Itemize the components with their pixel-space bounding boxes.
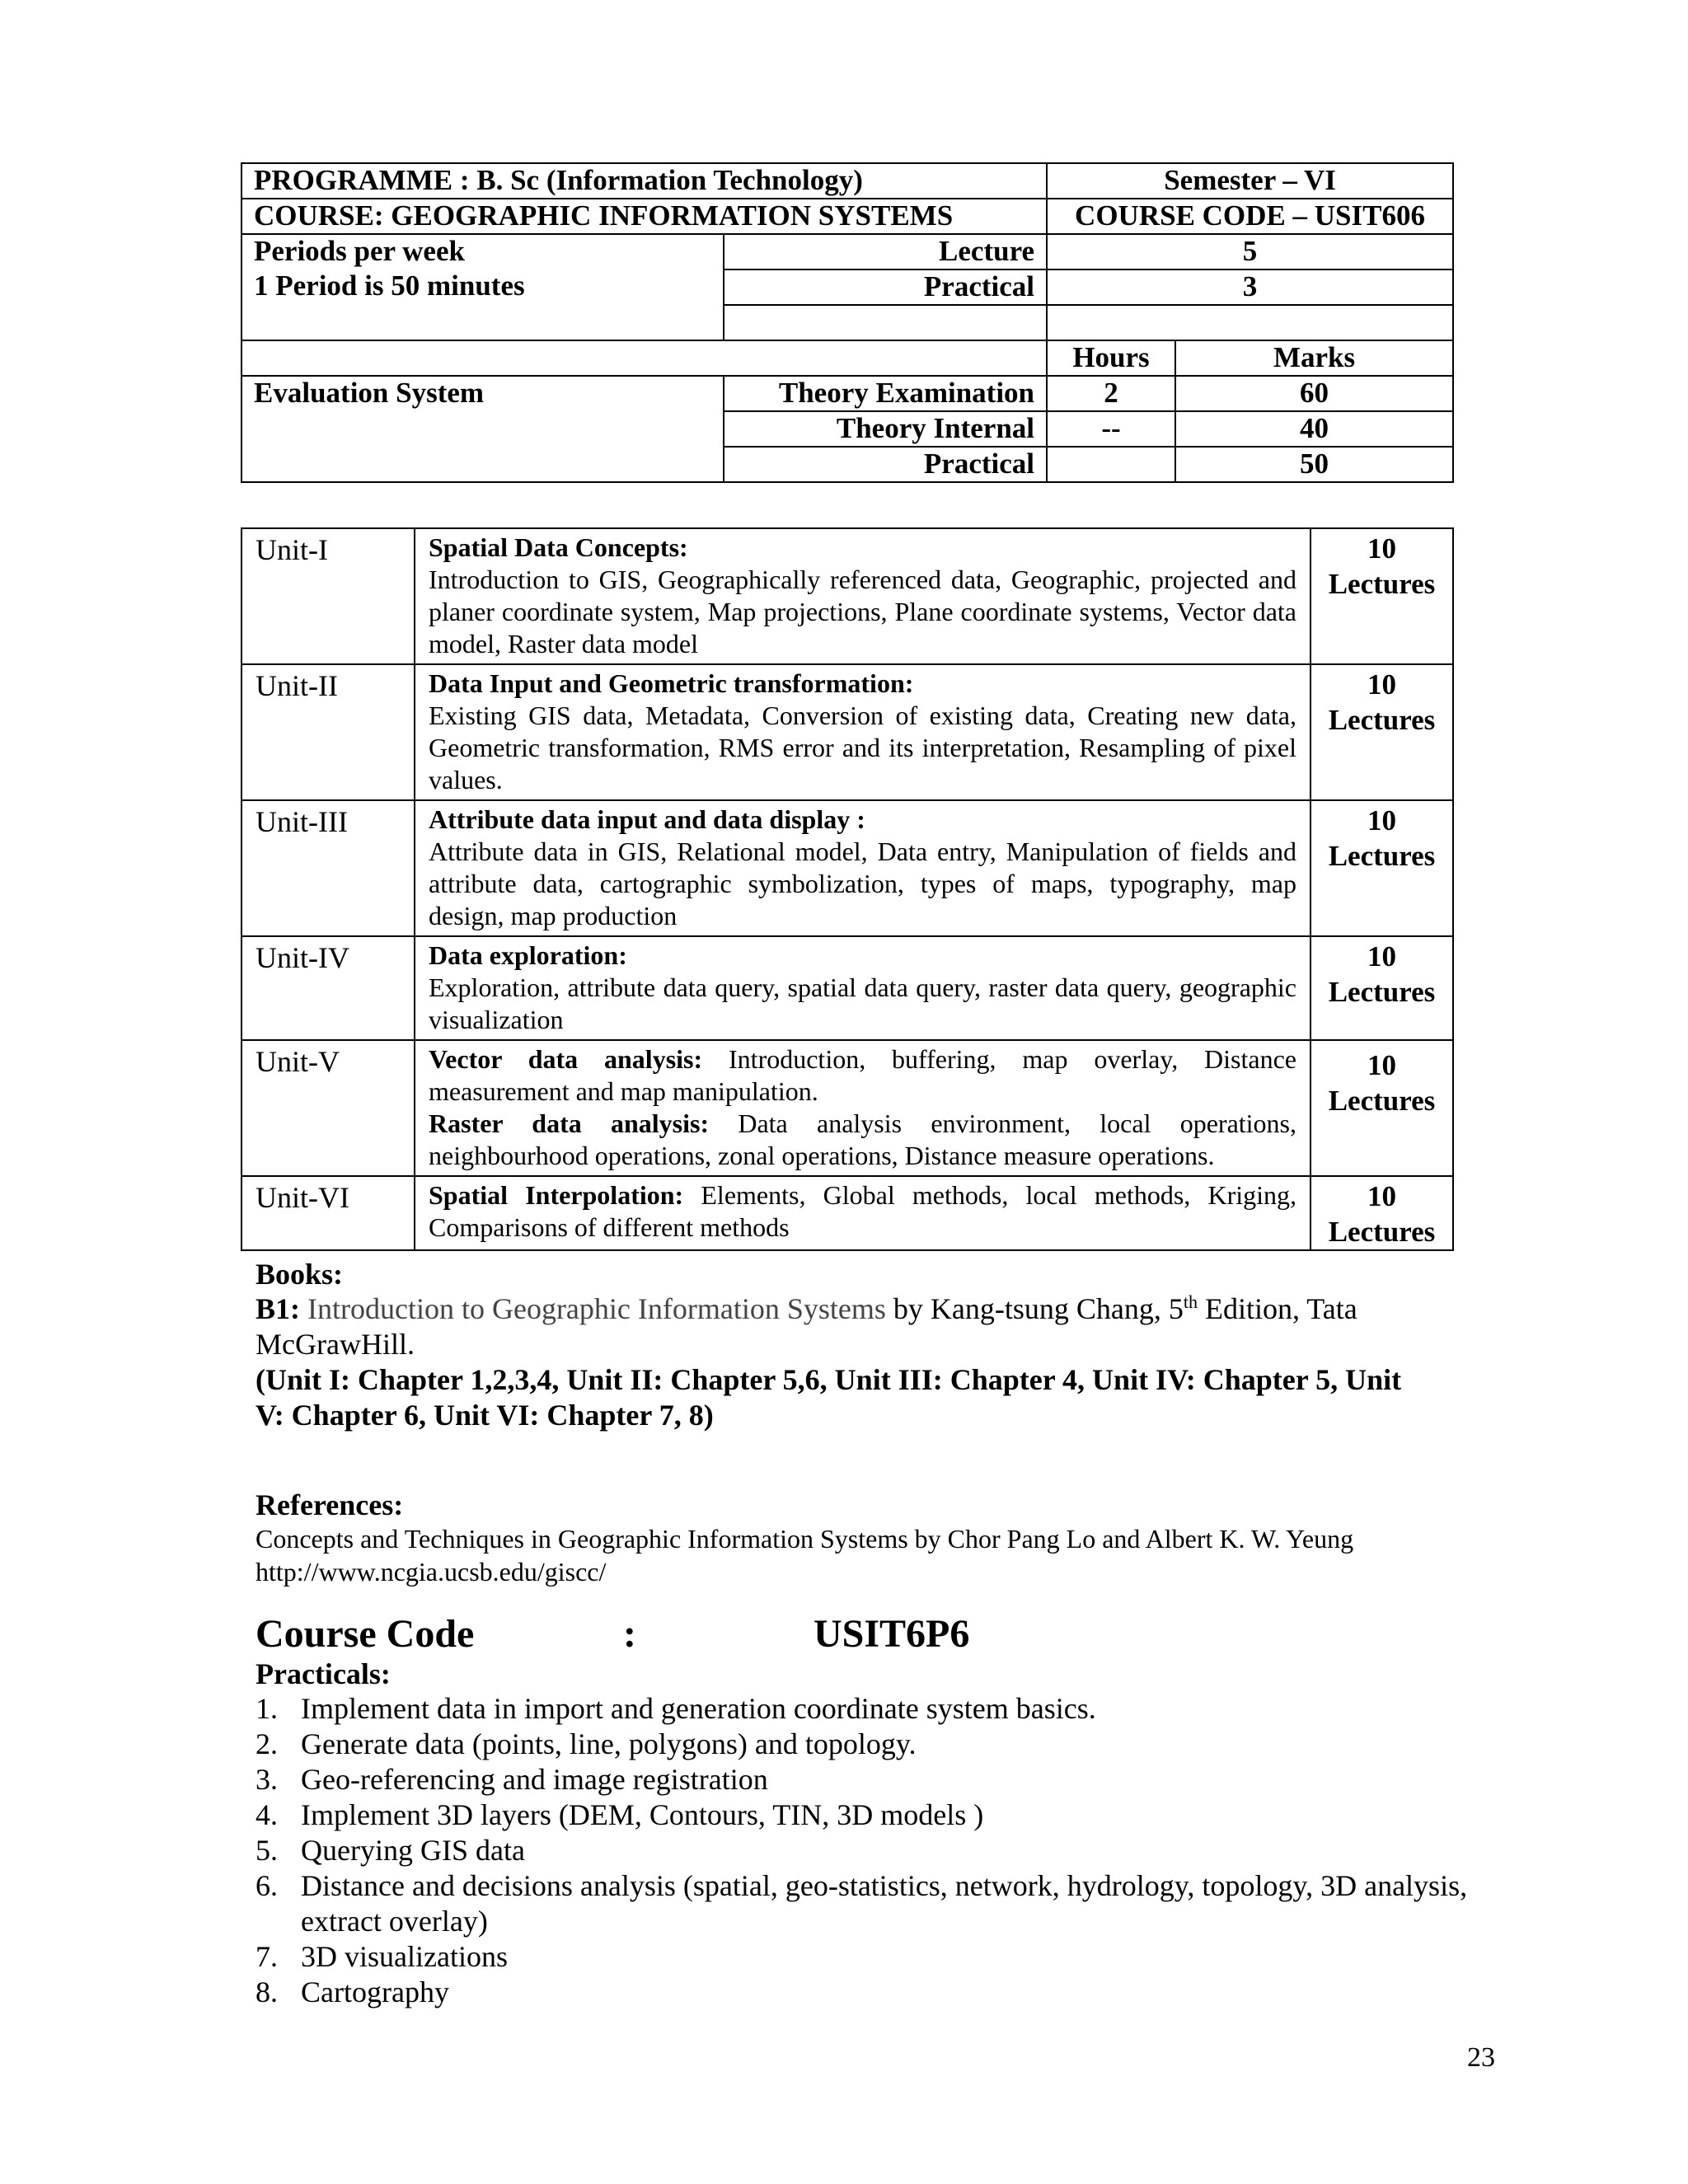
unit-paragraph (429, 1179, 1296, 1244)
reference-url: http://www.ncgia.ucsb.edu/giscc/ (256, 1557, 607, 1586)
unit-name: Unit-VI (241, 1176, 415, 1250)
list-item (256, 1797, 1475, 1833)
unit-row (241, 1040, 1453, 1176)
period-length-cell: 1 Period is 50 minutes (241, 269, 724, 305)
list-item (256, 1975, 1475, 2010)
theory-internal-marks: 40 (1175, 411, 1453, 447)
book-b1-author: by Kang-tsung Chang, 5 (893, 1292, 1184, 1325)
item-text: 3D visualizations (301, 1940, 508, 1973)
empty-cell-b (724, 305, 1047, 340)
empty-row (241, 305, 1453, 340)
lectures-count: 10 (1367, 804, 1396, 837)
eval-header-row (241, 340, 1453, 376)
item-number: 6. (256, 1869, 278, 1902)
lectures-label: Lectures (1328, 568, 1436, 600)
units-table (241, 527, 1454, 1251)
marks-header: Marks (1175, 340, 1453, 376)
item-text: Geo-referencing and image registration (301, 1763, 768, 1796)
references-heading: References: (256, 1488, 404, 1521)
list-item (256, 1691, 1475, 1727)
course-row (241, 199, 1453, 234)
item-text: Implement data in import and generation coordinate system basics. (301, 1692, 1096, 1725)
item-text: Implement 3D layers (DEM, Contours, TIN, 3D models ) (301, 1798, 984, 1831)
book-b1-label: B1: (256, 1292, 300, 1325)
unit-name: Unit-I (241, 528, 415, 664)
unit-description (415, 664, 1311, 800)
unit-title: Spatial Data Concepts: (429, 532, 688, 562)
unit-lectures (1311, 936, 1453, 1040)
lectures-label: Lectures (1328, 976, 1436, 1008)
unit-name: Unit-II (241, 664, 415, 800)
practical-eval-label: Practical (724, 447, 1047, 482)
item-text: Distance and decisions analysis (spatial, geo-statistics, network, hydrology, topology, 3D analysis, extract overlay) (301, 1869, 1468, 1938)
practical-eval-hours (1047, 447, 1175, 482)
theory-exam-marks: 60 (1175, 376, 1453, 411)
reference-line: Concepts and Techniques in Geographic Information Systems by Chor Pang Lo and Albert K. W. Yeung (256, 1524, 1354, 1554)
lectures-label: Lectures (1328, 1216, 1436, 1248)
unit-lectures (1311, 1040, 1453, 1176)
unit-title: Data exploration: (429, 940, 627, 970)
lectures-count: 10 (1367, 532, 1396, 565)
book-chapters-line1: (Unit I: Chapter 1,2,3,4, Unit II: Chapter 5,6, Unit III: Chapter 4, Unit IV: Chapter 5, Unit (256, 1363, 1402, 1396)
books-heading: Books: (256, 1258, 344, 1291)
theory-internal-label: Theory Internal (724, 411, 1047, 447)
unit-description (415, 528, 1311, 664)
unit-row (241, 936, 1453, 1040)
unit-row (241, 528, 1453, 664)
lectures-count: 10 (1367, 668, 1396, 701)
unit-title: Spatial Interpolation: (429, 1180, 684, 1210)
practicals-heading: Practicals: (256, 1657, 391, 1690)
lectures-label: Lectures (1328, 840, 1436, 872)
unit-row (241, 1176, 1453, 1250)
item-text: Querying GIS data (301, 1834, 525, 1867)
unit-body-2: Data analysis environment, local operations, neighbourhood operations, zonal operations, Distance measure operations. (429, 1108, 1296, 1170)
practicals-list (256, 1691, 1475, 2010)
unit-body: Introduction, buffering, map overlay, Distance measurement and map manipulation. (429, 1044, 1297, 1106)
theory-exam-hours: 2 (1047, 376, 1175, 411)
unit-title: Data Input and Geometric transformation: (429, 668, 914, 698)
unit-description (415, 800, 1311, 936)
references-section (256, 1488, 1475, 1588)
unit-title: Attribute data input and data display : (429, 804, 865, 834)
hours-header: Hours (1047, 340, 1175, 376)
unit-body: Attribute data in GIS, Relational model, Data entry, Manipulation of fields and attribute data, cartographic symbolization, types of maps, typography, map design, map production (429, 837, 1296, 930)
item-number: 7. (256, 1940, 278, 1973)
unit-description (415, 936, 1311, 1040)
programme-cell: PROGRAMME : B. Sc (Information Technology) (241, 163, 1047, 199)
practical-value-cell: 3 (1047, 269, 1453, 305)
unit-description (415, 1040, 1311, 1176)
unit-title-2: Raster data analysis: (429, 1108, 710, 1138)
unit-paragraph-raster (429, 1108, 1296, 1172)
course-code-label: Course Code (256, 1612, 475, 1656)
theory-internal-hours: -- (1047, 411, 1175, 447)
unit-row (241, 664, 1453, 800)
practical-label-cell: Practical (724, 269, 1047, 305)
item-number: 8. (256, 1975, 278, 2008)
course-code-colon: : (623, 1612, 636, 1656)
item-number: 1. (256, 1692, 278, 1725)
lecture-row (241, 234, 1453, 269)
semester-cell: Semester – VI (1047, 163, 1453, 199)
unit-description (415, 1176, 1311, 1250)
theory-exam-row (241, 376, 1453, 411)
lectures-count: 10 (1367, 940, 1396, 972)
lecture-label-cell: Lecture (724, 234, 1047, 269)
list-item (256, 1833, 1475, 1868)
empty-cell-c (1047, 305, 1453, 340)
lectures-label: Lectures (1328, 704, 1436, 736)
course-cell: COURSE: GEOGRAPHIC INFORMATION SYSTEMS (241, 199, 1047, 234)
item-text: Generate data (points, line, polygons) and topology. (301, 1727, 917, 1760)
unit-body: Introduction to GIS, Geographically referenced data, Geographic, projected and planer coordinate system, Map projections, Plane coordinate systems, Vector data model, Raster data model (429, 565, 1296, 658)
book-b1-edition: Edition, Tata (1204, 1292, 1357, 1325)
periods-cell (241, 234, 724, 269)
lectures-count: 10 (1367, 1180, 1396, 1212)
empty-cell-a (241, 305, 724, 340)
course-code-cell: COURSE CODE – USIT606 (1047, 199, 1453, 234)
list-item (256, 1727, 1475, 1762)
programme-row (241, 163, 1453, 199)
lectures-count: 10 (1367, 1049, 1396, 1081)
unit-body: Existing GIS data, Metadata, Conversion of existing data, Creating new data, Geometric transformation, RMS error and its interpretation, Resampling of pixel values. (429, 701, 1296, 794)
unit-name: Unit-IV (241, 936, 415, 1040)
list-item (256, 1868, 1475, 1939)
lecture-value-cell: 5 (1047, 234, 1453, 269)
practical-row (241, 269, 1453, 305)
unit-lectures (1311, 528, 1453, 664)
theory-exam-label: Theory Examination (724, 376, 1047, 411)
unit-body: Exploration, attribute data query, spatial data query, raster data query, geographic visualization (429, 972, 1296, 1034)
books-section (256, 1257, 1475, 1433)
item-number: 5. (256, 1834, 278, 1867)
unit-lectures (1311, 800, 1453, 936)
book-b1-title: Introduction to Geographic Information Systems (307, 1292, 886, 1325)
course-code-value: USIT6P6 (814, 1612, 970, 1656)
book-b1-sup: th (1183, 1291, 1198, 1312)
lectures-label: Lectures (1328, 1085, 1436, 1117)
periods-line1: Periods per week (254, 235, 465, 267)
book-b1 (256, 1291, 1475, 1327)
unit-body: Elements, Global methods, local methods, Kriging, Comparisons of different methods (429, 1180, 1297, 1242)
list-item (256, 1762, 1475, 1797)
unit-row (241, 800, 1453, 936)
unit-name: Unit-III (241, 800, 415, 936)
evaluation-label-cell: Evaluation System (241, 376, 724, 482)
item-number: 2. (256, 1727, 278, 1760)
unit-lectures (1311, 1176, 1453, 1250)
unit-title: Vector data analysis: (429, 1044, 703, 1074)
eval-header-blank (241, 340, 1047, 376)
unit-name: Unit-V (241, 1040, 415, 1176)
unit-lectures (1311, 664, 1453, 800)
item-number: 4. (256, 1798, 278, 1831)
list-item (256, 1939, 1475, 1975)
page-number: 23 (1467, 2042, 1495, 2073)
book-chapters-line2: V: Chapter 6, Unit VI: Chapter 7, 8) (256, 1399, 714, 1432)
item-number: 3. (256, 1763, 278, 1796)
programme-table (241, 162, 1454, 483)
book-b1-publisher: McGrawHill. (256, 1328, 415, 1361)
practical-eval-marks: 50 (1175, 447, 1453, 482)
item-text: Cartography (301, 1975, 449, 2008)
unit-paragraph-vector (429, 1043, 1296, 1108)
